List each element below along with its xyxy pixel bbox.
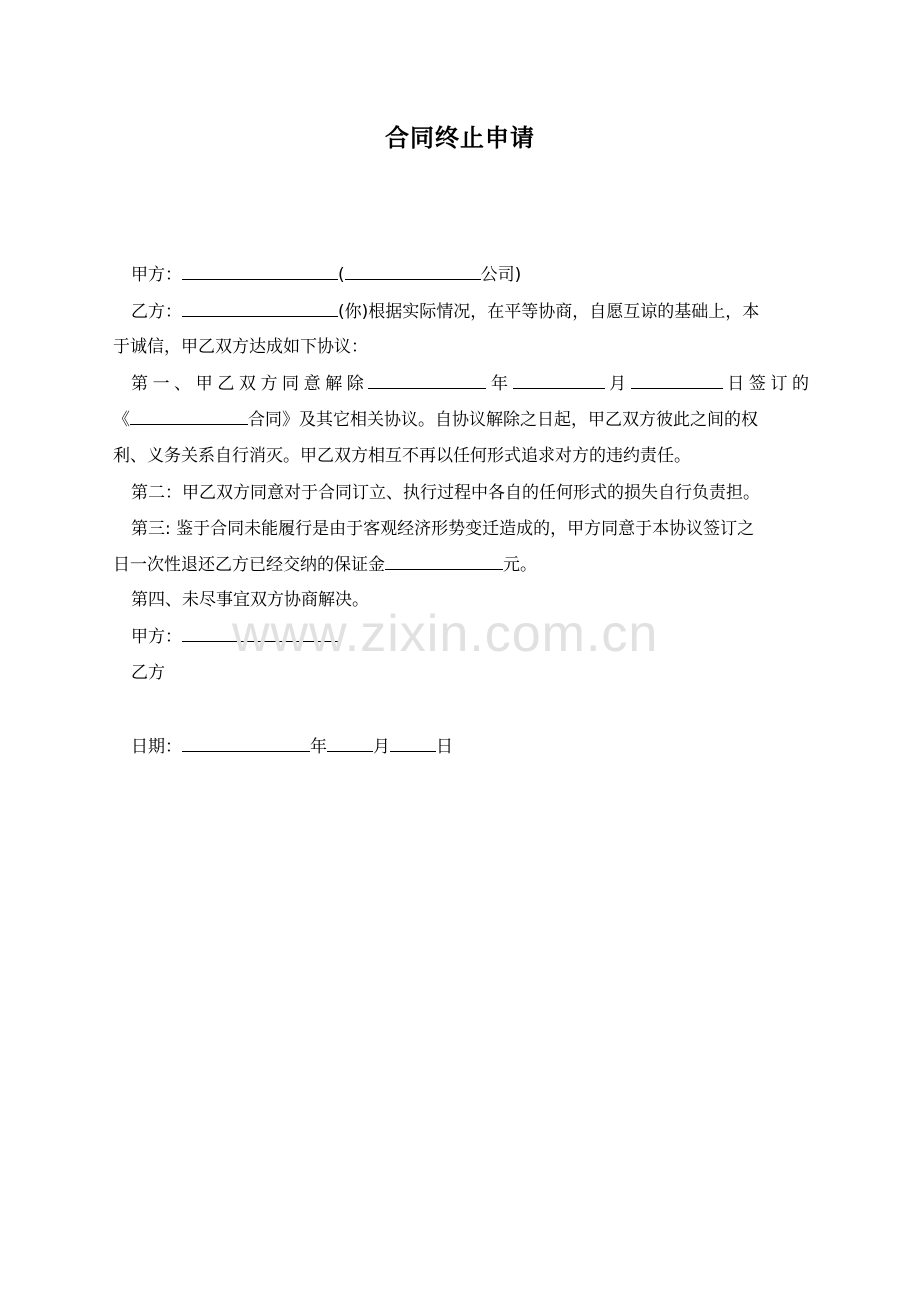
party-a-company-blank[interactable]	[345, 262, 481, 280]
clause-3-line-2	[113, 552, 537, 577]
watermark: www.zixin.com.cn	[232, 605, 659, 663]
clause-1-year: 年	[486, 374, 513, 394]
clause-4: 第四、未尽事宜双方协商解决。	[131, 590, 369, 610]
signature-party-a-label: 甲方：	[131, 627, 182, 647]
clause-1-blank-month[interactable]	[631, 371, 723, 389]
document-title: 合同终止申请	[385, 124, 535, 152]
date-year-blank[interactable]	[182, 734, 310, 752]
clause-1-blank-year[interactable]	[513, 371, 605, 389]
clause-1-day-signed: 日签订的	[722, 374, 810, 394]
date-month: 月	[373, 737, 390, 757]
clause-1-contract-suffix: 合同》及其它相关协议。自协议解除之日起，甲乙双方彼此之间的权	[248, 410, 758, 430]
clause-1-line-3: 利、义务关系自行消灭。甲乙双方相互不再以任何形式追求对方的违约责任。	[113, 446, 691, 466]
party-a-open: (	[338, 265, 345, 285]
date-year: 年	[310, 737, 327, 757]
clause-1-line-2	[113, 407, 758, 432]
date-line	[131, 734, 453, 759]
clause-1-line-1	[131, 371, 809, 396]
clause-3-line-1: 第三: 鉴于合同未能履行是由于客观经济形势变迁造成的，甲方同意于本协议签订之	[131, 519, 755, 539]
deposit-amount-blank[interactable]	[385, 552, 503, 570]
party-a-line	[131, 262, 521, 287]
party-b-text: (你)根据实际情况，在平等协商，自愿互谅的基础上，本	[338, 302, 760, 322]
date-day: 日	[436, 737, 453, 757]
clause-1-blank-party[interactable]	[368, 371, 486, 389]
party-a-label: 甲方：	[131, 265, 182, 285]
party-b-label: 乙方：	[131, 302, 182, 322]
date-label: 日期：	[131, 737, 182, 757]
clause-1-month: 月	[604, 374, 631, 394]
date-day-blank[interactable]	[390, 734, 436, 752]
intro-continuation: 于诚信，甲乙双方达成如下协议：	[113, 337, 368, 357]
clause-3-prefix: 日一次性退还乙方已经交纳的保证金	[113, 555, 385, 575]
clause-1-prefix: 第一、甲乙双方同意解除	[131, 374, 369, 394]
signature-party-a	[131, 624, 338, 649]
clause-2: 第二：甲乙双方同意对于合同订立、执行过程中各自的任何形式的损失自行负责担。	[131, 483, 760, 503]
party-b-name-blank[interactable]	[182, 299, 338, 317]
clause-1-book-open: 《	[113, 410, 130, 430]
signature-party-b-label: 乙方	[131, 663, 165, 683]
clause-3-suffix: 元。	[503, 555, 537, 575]
party-b-line	[131, 299, 759, 324]
clause-1-contract-blank[interactable]	[130, 407, 248, 425]
party-a-name-blank[interactable]	[182, 262, 338, 280]
party-a-suffix: 公司)	[480, 265, 522, 285]
date-month-blank[interactable]	[327, 734, 373, 752]
signature-party-a-blank[interactable]	[182, 624, 338, 642]
